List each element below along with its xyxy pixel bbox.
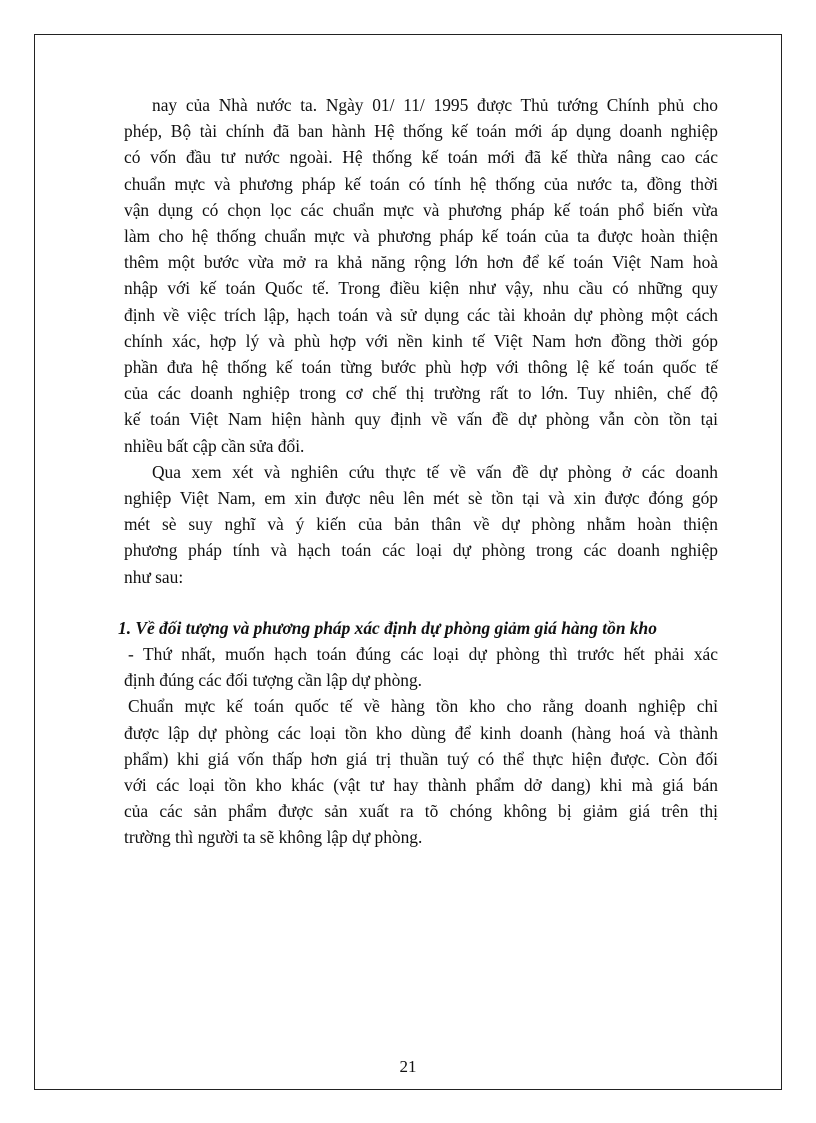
text-line: định về việc trích lập, hạch toán và sử dụng các tài khoản dự phòng một cách: [124, 304, 718, 325]
text-line: mét sè suy nghĩ và ý kiến của bản thân về dự phòng nhằm hoàn thiện: [124, 514, 718, 535]
text-line: có vốn đầu tư nước ngoài. Hệ thống kế toán mới đã kế thừa nâng cao các: [124, 147, 718, 168]
paragraph-study-intro: [124, 459, 718, 590]
text-line: của các sản phẩm được sản xuất ra tõ chóng không bị giảm giá trên thị: [124, 801, 718, 822]
text-line: làm cho hệ thống chuẩn mực và phương pháp kế toán của ta được hoàn thiện: [124, 226, 718, 247]
text-line: được lập dự phòng các loại tồn kho dùng để kinh doanh (hàng hoá và thành: [124, 722, 718, 743]
text-line: trường thì người ta sẽ không lập dự phòng.: [124, 827, 423, 848]
text-line: chuẩn mực và phương pháp kế toán có tính hệ thống của nước ta, đồng thời: [124, 173, 718, 194]
text-line: nghiệp Việt Nam, em xin được nêu lên mét sè tồn tại và xin được đóng góp: [124, 488, 718, 509]
text-line: định đúng các đối tượng cần lập dự phòng.: [124, 670, 423, 691]
text-line: nhập với kế toán Quốc tế. Trong điều kiện như vậy, nhu cầu có những quy: [124, 278, 718, 299]
text-line: Qua xem xét và nghiên cứu thực tế về vấn đề dự phòng ở các doanh: [152, 461, 718, 482]
text-line: thêm một bước vừa mở ra khả năng rộng lớn hơn để kế toán Việt Nam hoà: [124, 252, 718, 273]
text-line: với các loại tồn kho khác (vật tư hay thành phẩm dở dang) khi mà giá bán: [124, 775, 718, 796]
section-heading: 1. Về đối tượng và phương pháp xác định dự phòng giảm giá hàng tồn kho: [118, 617, 657, 638]
text-line: phép, Bộ tài chính đã ban hành Hệ thống kế toán mới áp dụng doanh nghiệp: [124, 121, 718, 142]
text-line: nay của Nhà nước ta. Ngày 01/ 11/ 1995 được Thủ tướng Chính phủ cho: [152, 95, 718, 115]
paragraph-accounting-system: [124, 92, 718, 459]
text-line: - Thứ nhất, muốn hạch toán đúng các loại dự phòng thì trước hết phải xác: [128, 644, 718, 665]
paragraph-international-standard: [124, 693, 718, 850]
text-line: phần đưa hệ thống kế toán từng bước phù hợp với thông lệ kế toán quốc tế: [124, 357, 718, 378]
paragraph-first-point: [124, 641, 718, 693]
text-line: chính xác, hợp lý và phù hợp với nền kinh tế Việt Nam hơn đồng thời góp: [124, 330, 718, 351]
text-line: kế toán Việt Nam hiện hành quy định về vấn đề dự phòng vẫn còn tồn tại: [124, 409, 718, 430]
document-body: [118, 92, 718, 851]
page-number: 21: [399, 1057, 417, 1076]
text-line: phẩm) khi giá vốn thấp hơn giá trị thuần tuý có thể thực hiện được. Còn đối: [124, 748, 718, 769]
text-line: Chuẩn mực kế toán quốc tế về hàng tồn kho cho rằng doanh nghiệp chỉ: [128, 696, 718, 717]
text-line: như sau:: [124, 566, 184, 587]
text-line: nhiều bất cập cần sửa đổi.: [124, 435, 305, 456]
text-line: phương pháp tính và hạch toán các loại dự phòng trong các doanh nghiệp: [124, 540, 718, 561]
text-line: của các doanh nghiệp trong cơ chế thị trường rất to lớn. Tuy nhiên, chế độ: [124, 383, 718, 404]
text-line: vận dụng có chọn lọc các chuẩn mực và phương pháp kế toán phổ biến vừa: [124, 199, 718, 220]
